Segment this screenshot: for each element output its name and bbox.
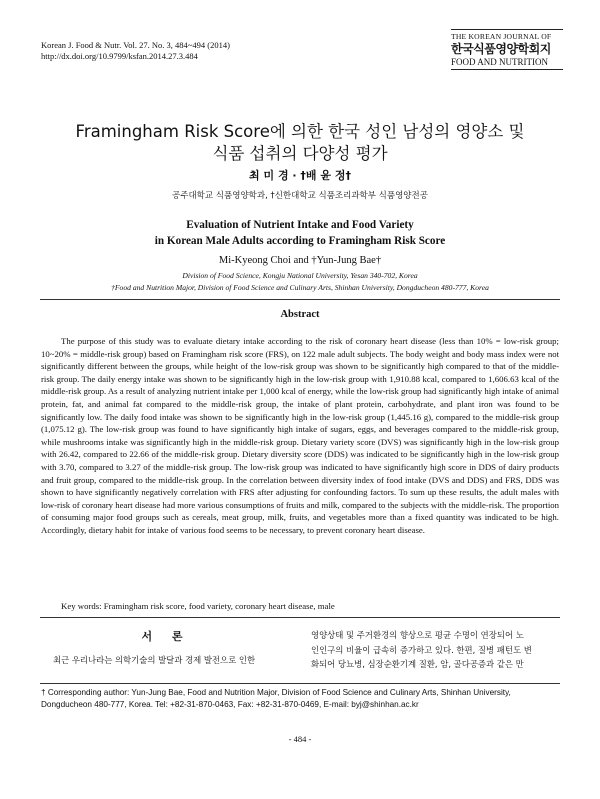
intro-left-column	[41, 623, 291, 667]
corresponding-author-footnote: † Corresponding author: Yun-Jung Bae, Food and Nutrition Major, Division of Food Science and Culinary Arts, Shinhan University, Dongducheon 480-777, Korea. Tel: +82-31-870-0463, Fax: +82-31-870-0469, E-mail: byj@shinhan.ac.kr	[41, 688, 511, 709]
section-heading-introduction: 서 론	[141, 630, 191, 643]
title-english	[40, 217, 560, 249]
affiliation-korean: 공주대학교 식품영양학과, †신한대학교 식품조리과학부 식품영양전공	[172, 191, 428, 201]
affiliation-english-1: Division of Food Science, Kongju National University, Yesan 340-702, Korea	[182, 271, 418, 280]
abstract-heading: Abstract	[280, 309, 320, 320]
footnote-divider	[40, 683, 560, 684]
intro-right-line-1: 영양상태 및 주거환경의 향상으로 평균 수명이 연장되어 노	[311, 630, 524, 640]
divider	[40, 299, 560, 300]
intro-left-text: 최근 우리나라는 의학기술의 발달과 경제 발전으로 인한	[53, 655, 256, 665]
journal-masthead	[451, 29, 563, 70]
keywords: Key words: Framingham risk score, food variety, coronary heart disease, male	[61, 601, 335, 611]
title-english-line-2: in Korean Male Adults according to Framingham Risk Score	[154, 235, 446, 247]
journal-citation	[41, 40, 341, 62]
abstract-body: The purpose of this study was to evaluate dietary intake according to the risk of coronary heart disease (less than 10% = low-risk group; 10~20% = middle-risk group) based on Framingham risk score (FRS), on 122 male adult subjects. The body weight and body mass index were not significantly different between the groups, while height of the low-risk group was shown to be significantly high compared to that of the middle-risk group. The daily energy intake was shown to be significantly high in the low-risk group with 1,910.88 kcal, compared to 1,606.63 kcal of the middle-risk group. As a result of analyzing nutrient intake per 1,000 kcal of energy, while the low-risk group had significantly high intake of animal protein, fat, and animal fat compared to the middle-risk group, the intake of plant protein, carbohydrate, and plant iron was found to be significantly low. The daily food intake was shown to be significantly high in the low-risk group (1,445.16 g), compared to the middle-risk group (1,075.12 g). The low-risk group was found to have significantly high intake of sugars, eggs, and beverages compared to the middle-risk group, while mushrooms intake was significantly high in the middle-risk group. Dietary variety score (DVS) was significantly high in the low-risk group with 26.42, compared to 22.66 of the middle-risk group. Dietary diversity score (DDS) was indicated to be significantly high in the low-risk group with 3.70, compared to 3.27 of the middle-risk group. The low-risk group was indicated to have significantly high score in DDS of dairy products and fruit group, compared to the middle-risk group. In the correlation between diversity index of food intake (DVS and DDS) and FRS, DDS was shown to have significantly negatively correlation with FRS after adjusting for confounding factors. To sum up these results, the adult males with low-risk of coronary heart disease had more various consumptions of fruits and milk, compared to the subjects with the middle-risk. The proportion of consuming major food groups such as cereals, meat group, milk, fruits, and vegetables more than a fixed quantity was indicated to be high. Accordingly, dietary habit for intake of various food seems to be necessary, to prevent coronary heart disease.	[41, 336, 559, 535]
masthead-en-bottom: FOOD AND NUTRITION	[451, 57, 548, 67]
masthead-kr: 한국식품영양학회지	[451, 42, 551, 56]
masthead-rule-bottom	[451, 69, 563, 70]
divider	[40, 617, 560, 618]
title-korean-line-1: Framingham Risk Score에 의한 한국 성인 남성의 영양소 및	[75, 122, 525, 141]
page-number: - 484 -	[288, 734, 312, 744]
title-korean-line-2: 식품 섭취의 다양성 평가	[212, 144, 388, 163]
title-english-line-1: Evaluation of Nutrient Intake and Food Variety	[186, 219, 414, 231]
intro-right-line-2: 인인구의 비율이 급속히 증가하고 있다. 한편, 질병 패턴도 변	[311, 644, 532, 655]
intro-right-column	[311, 628, 561, 672]
masthead-en-top: THE KOREAN JOURNAL OF	[451, 32, 552, 41]
intro-right-line-3: 화되어 당뇨병, 심장순환기계 질환, 암, 골다공증과 같은 만	[311, 659, 524, 669]
citation-line: Korean J. Food & Nutr. Vol. 27. No. 3, 484~494 (2014)	[41, 40, 230, 50]
authors-english: Mi-Kyeong Choi and †Yun-Jung Bae†	[218, 255, 382, 266]
authors-korean: 최 미 경 · †배 윤 정†	[249, 169, 351, 182]
doi-line: http://dx.doi.org/10.9799/ksfan.2014.27.3.484	[41, 51, 198, 61]
title-korean	[40, 121, 560, 165]
affiliation-english-2: †Food and Nutrition Major, Division of Food Science and Culinary Arts, Shinhan University, Dongducheon 480-777, Korea	[111, 283, 489, 292]
